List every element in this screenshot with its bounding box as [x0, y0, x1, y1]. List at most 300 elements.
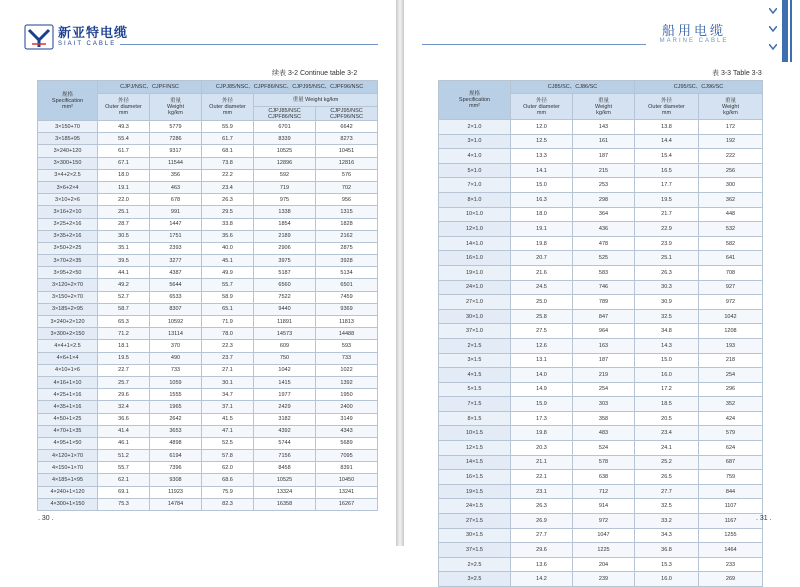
table-row — [439, 484, 763, 499]
cable-spec-table-3-3 — [438, 80, 763, 587]
spec-cell: 16×1.5 — [439, 470, 511, 485]
value-cell: 356 — [150, 169, 202, 181]
spec-cell: 3×185+2×95 — [38, 303, 98, 315]
chevron-down-icon — [769, 26, 777, 32]
value-cell: 35.1 — [98, 242, 150, 254]
value-cell: 358 — [573, 411, 635, 426]
value-cell: 27.7 — [635, 484, 699, 499]
left-page — [0, 0, 396, 546]
value-cell: 436 — [573, 222, 635, 237]
value-cell: 33.8 — [202, 218, 254, 230]
value-cell: 233 — [699, 557, 763, 572]
value-cell: 3653 — [150, 425, 202, 437]
value-cell: 9369 — [316, 303, 378, 315]
value-cell: 78.0 — [202, 328, 254, 340]
value-cell: 22.1 — [511, 470, 573, 485]
value-cell: 239 — [573, 572, 635, 587]
value-cell: 370 — [150, 340, 202, 352]
table-row — [439, 353, 763, 368]
value-cell: 16.5 — [635, 163, 699, 178]
table-row — [38, 145, 378, 157]
value-cell: 1854 — [254, 218, 316, 230]
value-cell: 11544 — [150, 157, 202, 169]
spec-cell: 3×1.0 — [439, 134, 511, 149]
value-cell: 34.3 — [635, 528, 699, 543]
value-cell: 6701 — [254, 121, 316, 133]
value-cell: 759 — [699, 470, 763, 485]
value-cell: 702 — [316, 181, 378, 193]
table-row — [38, 206, 378, 218]
value-cell: 254 — [699, 368, 763, 383]
spec-cell: 4×25+1×16 — [38, 389, 98, 401]
value-cell: 8391 — [316, 462, 378, 474]
table-row — [38, 486, 378, 498]
decor-bar — [790, 0, 792, 62]
table-row — [38, 340, 378, 352]
value-cell: 1059 — [150, 376, 202, 388]
weight-header: 重量 Weight kg/km — [573, 94, 635, 120]
table-row — [38, 194, 378, 206]
table-row — [439, 207, 763, 222]
value-cell: 69.1 — [98, 486, 150, 498]
spec-cell: 24×1.5 — [439, 499, 511, 514]
value-cell: 1392 — [316, 376, 378, 388]
value-cell: 592 — [254, 169, 316, 181]
spec-cell: 27×1.0 — [439, 295, 511, 310]
value-cell: 21.7 — [635, 207, 699, 222]
value-cell: 22.3 — [202, 340, 254, 352]
header-rule — [422, 44, 646, 45]
spec-cell: 4×300+1×150 — [38, 498, 98, 510]
spec-cell: 4×35+1×16 — [38, 401, 98, 413]
value-cell: 16.3 — [511, 192, 573, 207]
table-row — [38, 291, 378, 303]
table-row — [439, 178, 763, 193]
value-cell: 5744 — [254, 437, 316, 449]
table-row — [439, 280, 763, 295]
value-cell: 39.5 — [98, 255, 150, 267]
spec-cell: 5×1.0 — [439, 163, 511, 178]
spec-cell: 4×4+1×2.5 — [38, 340, 98, 352]
spec-cell: 30×1.5 — [439, 528, 511, 543]
value-cell: 19.8 — [511, 426, 573, 441]
value-cell: 1208 — [699, 324, 763, 339]
value-cell: 7156 — [254, 450, 316, 462]
value-cell: 991 — [150, 206, 202, 218]
value-cell: 49.2 — [98, 279, 150, 291]
value-cell: 750 — [254, 352, 316, 364]
value-cell: 61.7 — [202, 133, 254, 145]
value-cell: 47.1 — [202, 425, 254, 437]
decor-bar — [782, 0, 788, 62]
value-cell: 28.7 — [98, 218, 150, 230]
value-cell: 26.3 — [635, 265, 699, 280]
value-cell: 24.1 — [635, 441, 699, 456]
table-row — [439, 265, 763, 280]
chevron-down-icon — [769, 44, 777, 50]
value-cell: 32.4 — [98, 401, 150, 413]
table-row — [439, 441, 763, 456]
value-cell: 14.0 — [511, 368, 573, 383]
value-cell: 14.2 — [511, 572, 573, 587]
value-cell: 32.5 — [635, 499, 699, 514]
table-row — [439, 149, 763, 164]
value-cell: 13.1 — [511, 353, 573, 368]
spec-cell: 16×1.0 — [439, 251, 511, 266]
value-cell: 15.0 — [635, 353, 699, 368]
value-cell: 27.7 — [511, 528, 573, 543]
table-row — [38, 218, 378, 230]
spec-cell: 3×120+2×70 — [38, 279, 98, 291]
value-cell: 3928 — [316, 255, 378, 267]
value-cell: 3975 — [254, 255, 316, 267]
table-row — [439, 222, 763, 237]
spec-cell: 37×1.0 — [439, 324, 511, 339]
value-cell: 11813 — [316, 316, 378, 328]
group1-header: CJ85/SC、CJ86/SC — [511, 81, 635, 94]
value-cell: 23.7 — [202, 352, 254, 364]
table-row — [38, 242, 378, 254]
value-cell: 44.1 — [98, 267, 150, 279]
header-rule — [120, 44, 378, 45]
spec-cell: 4×120+1×70 — [38, 450, 98, 462]
cable-spec-table-3-2 — [37, 80, 378, 511]
value-cell: 9440 — [254, 303, 316, 315]
value-cell: 23.1 — [511, 484, 573, 499]
value-cell: 16358 — [254, 498, 316, 510]
spec-cell: 4×240+1×120 — [38, 486, 98, 498]
value-cell: 708 — [699, 265, 763, 280]
value-cell: 82.3 — [202, 498, 254, 510]
logo-icon — [24, 24, 54, 50]
value-cell: 10525 — [254, 145, 316, 157]
value-cell: 37.1 — [202, 401, 254, 413]
value-cell: 424 — [699, 411, 763, 426]
table-row — [439, 163, 763, 178]
spec-cell: 4×16+1×10 — [38, 376, 98, 388]
value-cell: 7522 — [254, 291, 316, 303]
table-row — [38, 425, 378, 437]
value-cell: 22.7 — [98, 364, 150, 376]
value-cell: 678 — [150, 194, 202, 206]
value-cell: 13.3 — [511, 149, 573, 164]
page-number: . 30 . — [38, 515, 54, 522]
value-cell: 25.0 — [511, 295, 573, 310]
value-cell: 6642 — [316, 121, 378, 133]
value-cell: 624 — [699, 441, 763, 456]
table-row — [439, 572, 763, 587]
table-body — [38, 121, 378, 511]
value-cell: 1464 — [699, 543, 763, 558]
value-cell: 71.2 — [98, 328, 150, 340]
value-cell: 21.1 — [511, 455, 573, 470]
value-cell: 5689 — [316, 437, 378, 449]
value-cell: 16.0 — [635, 572, 699, 587]
spec-cell: 3×70+2×35 — [38, 255, 98, 267]
value-cell: 215 — [573, 163, 635, 178]
value-cell: 15.9 — [511, 397, 573, 412]
value-cell: 68.1 — [202, 145, 254, 157]
section-title-cn: 船用电缆 — [661, 23, 726, 38]
spec-cell: 19×1.5 — [439, 484, 511, 499]
value-cell: 638 — [573, 470, 635, 485]
value-cell: 593 — [316, 340, 378, 352]
spec-cell: 3×1.5 — [439, 353, 511, 368]
value-cell: 20.7 — [511, 251, 573, 266]
value-cell: 1751 — [150, 230, 202, 242]
value-cell: 22.9 — [635, 222, 699, 237]
value-cell: 19.8 — [511, 236, 573, 251]
value-cell: 1338 — [254, 206, 316, 218]
table-row — [38, 303, 378, 315]
table-row — [439, 295, 763, 310]
value-cell: 75.9 — [202, 486, 254, 498]
value-cell: 35.6 — [202, 230, 254, 242]
spec-cell: 3×35+2×16 — [38, 230, 98, 242]
value-cell: 29.5 — [202, 206, 254, 218]
value-cell: 51.2 — [98, 450, 150, 462]
value-cell: 6501 — [316, 279, 378, 291]
value-cell: 163 — [573, 338, 635, 353]
value-cell: 11923 — [150, 486, 202, 498]
value-cell: 364 — [573, 207, 635, 222]
value-cell: 463 — [150, 181, 202, 193]
value-cell: 6194 — [150, 450, 202, 462]
value-cell: 30.5 — [98, 230, 150, 242]
value-cell: 12816 — [316, 157, 378, 169]
value-cell: 789 — [573, 295, 635, 310]
value-cell: 1042 — [254, 364, 316, 376]
value-cell: 5644 — [150, 279, 202, 291]
group1-header: CJPJ/NSC、CJPF/NSC — [98, 81, 202, 94]
spec-cell: 3×185+95 — [38, 133, 98, 145]
value-cell: 30.1 — [202, 376, 254, 388]
value-cell: 6560 — [254, 279, 316, 291]
spec-cell: 4×6+1×4 — [38, 352, 98, 364]
spec-cell: 10×1.5 — [439, 426, 511, 441]
value-cell: 1315 — [316, 206, 378, 218]
value-cell: 40.0 — [202, 242, 254, 254]
spec-cell: 4×150+1×70 — [38, 462, 98, 474]
value-cell: 27.1 — [202, 364, 254, 376]
value-cell: 972 — [699, 295, 763, 310]
value-cell: 10451 — [316, 145, 378, 157]
spec-cell: 3×10+2×6 — [38, 194, 98, 206]
value-cell: 26.9 — [511, 514, 573, 529]
value-cell: 17.3 — [511, 411, 573, 426]
value-cell: 1047 — [573, 528, 635, 543]
value-cell: 49.9 — [202, 267, 254, 279]
value-cell: 362 — [699, 192, 763, 207]
spec-cell: 3×240+120 — [38, 145, 98, 157]
table-row — [439, 528, 763, 543]
value-cell: 14.4 — [635, 134, 699, 149]
logo-text-en: SIAIT CABLE — [58, 41, 117, 47]
table-row — [38, 121, 378, 133]
value-cell: 16.0 — [635, 368, 699, 383]
value-cell: 10450 — [316, 474, 378, 486]
value-cell: 16267 — [316, 498, 378, 510]
value-cell: 30.3 — [635, 280, 699, 295]
value-cell: 1042 — [699, 309, 763, 324]
value-cell: 25.1 — [635, 251, 699, 266]
value-cell: 1965 — [150, 401, 202, 413]
value-cell: 4387 — [150, 267, 202, 279]
value-cell: 914 — [573, 499, 635, 514]
spec-cell: 3×6+2×4 — [38, 181, 98, 193]
value-cell: 12.6 — [511, 338, 573, 353]
weight-header: 重量 Weight kg/km — [699, 94, 763, 120]
value-cell: 448 — [699, 207, 763, 222]
value-cell: 218 — [699, 353, 763, 368]
value-cell: 975 — [254, 194, 316, 206]
spec-header: 规格 Specification mm² — [38, 81, 98, 121]
table-row — [38, 401, 378, 413]
cjpj95-header: CJPJ95/NSC CJPF96/NSC — [316, 107, 378, 121]
table-row — [439, 426, 763, 441]
value-cell: 5779 — [150, 121, 202, 133]
spec-cell: 4×185+1×95 — [38, 474, 98, 486]
spec-cell: 4×95+1×50 — [38, 437, 98, 449]
value-cell: 25.7 — [98, 376, 150, 388]
table-row — [38, 364, 378, 376]
spec-cell: 27×1.5 — [439, 514, 511, 529]
value-cell: 23.9 — [635, 236, 699, 251]
value-cell: 1447 — [150, 218, 202, 230]
value-cell: 57.8 — [202, 450, 254, 462]
value-cell: 1022 — [316, 364, 378, 376]
table-row — [439, 470, 763, 485]
spec-cell: 3×16+2×10 — [38, 206, 98, 218]
group2-header: CJPJ85/NSC、CJPF86/NSC、CJPJ95/NSC、CJPF96/NSC — [202, 81, 378, 94]
value-cell: 14.9 — [511, 382, 573, 397]
value-cell: 20.5 — [635, 411, 699, 426]
value-cell: 192 — [699, 134, 763, 149]
table-caption: 续表 3-2 Continue table 3-2 — [272, 70, 358, 77]
value-cell: 24.5 — [511, 280, 573, 295]
value-cell: 11891 — [254, 316, 316, 328]
table-row — [38, 462, 378, 474]
spec-cell: 3×150+70 — [38, 121, 98, 133]
value-cell: 256 — [699, 163, 763, 178]
spec-cell: 8×1.5 — [439, 411, 511, 426]
value-cell: 62.1 — [98, 474, 150, 486]
value-cell: 219 — [573, 368, 635, 383]
spec-cell: 3×2.5 — [439, 572, 511, 587]
value-cell: 21.6 — [511, 265, 573, 280]
chevron-down-icon — [769, 8, 777, 14]
value-cell: 2906 — [254, 242, 316, 254]
value-cell: 733 — [150, 364, 202, 376]
page-number: . 31 . — [756, 515, 772, 522]
value-cell: 14573 — [254, 328, 316, 340]
value-cell: 524 — [573, 441, 635, 456]
value-cell: 18.1 — [98, 340, 150, 352]
value-cell: 12896 — [254, 157, 316, 169]
value-cell: 1555 — [150, 389, 202, 401]
value-cell: 525 — [573, 251, 635, 266]
value-cell: 25.2 — [635, 455, 699, 470]
value-cell: 67.1 — [98, 157, 150, 169]
value-cell: 222 — [699, 149, 763, 164]
value-cell: 733 — [316, 352, 378, 364]
table-row — [439, 120, 763, 135]
value-cell: 187 — [573, 353, 635, 368]
value-cell: 2875 — [316, 242, 378, 254]
value-cell: 68.6 — [202, 474, 254, 486]
value-cell: 1415 — [254, 376, 316, 388]
value-cell: 52.5 — [202, 437, 254, 449]
table-row — [439, 382, 763, 397]
value-cell: 18.0 — [98, 169, 150, 181]
value-cell: 1950 — [316, 389, 378, 401]
value-cell: 4898 — [150, 437, 202, 449]
value-cell: 8458 — [254, 462, 316, 474]
value-cell: 61.7 — [98, 145, 150, 157]
value-cell: 25.8 — [511, 309, 573, 324]
spec-cell: 14×1.5 — [439, 455, 511, 470]
value-cell: 19.5 — [635, 192, 699, 207]
spec-cell: 3×4+2×2.5 — [38, 169, 98, 181]
value-cell: 14784 — [150, 498, 202, 510]
table-row — [439, 134, 763, 149]
value-cell: 27.5 — [511, 324, 573, 339]
value-cell: 2429 — [254, 401, 316, 413]
spec-cell: 19×1.0 — [439, 265, 511, 280]
value-cell: 65.3 — [98, 316, 150, 328]
value-cell: 964 — [573, 324, 635, 339]
od-header: 外径 Outer diameter mm — [511, 94, 573, 120]
spec-cell: 14×1.0 — [439, 236, 511, 251]
value-cell: 687 — [699, 455, 763, 470]
spec-cell: 37×1.5 — [439, 543, 511, 558]
spec-cell: 3×150+2×70 — [38, 291, 98, 303]
value-cell: 13.8 — [635, 120, 699, 135]
table-row — [439, 499, 763, 514]
value-cell: 4343 — [316, 425, 378, 437]
value-cell: 3277 — [150, 255, 202, 267]
value-cell: 2162 — [316, 230, 378, 242]
value-cell: 18.0 — [511, 207, 573, 222]
spec-cell: 4×70+1×35 — [38, 425, 98, 437]
value-cell: 13241 — [316, 486, 378, 498]
value-cell: 641 — [699, 251, 763, 266]
value-cell: 478 — [573, 236, 635, 251]
value-cell: 579 — [699, 426, 763, 441]
spec-cell: 3×25+2×16 — [38, 218, 98, 230]
value-cell: 5187 — [254, 267, 316, 279]
value-cell: 712 — [573, 484, 635, 499]
table-row — [439, 324, 763, 339]
value-cell: 19.5 — [98, 352, 150, 364]
spec-cell: 12×1.0 — [439, 222, 511, 237]
value-cell: 10592 — [150, 316, 202, 328]
value-cell: 23.4 — [202, 181, 254, 193]
value-cell: 2189 — [254, 230, 316, 242]
value-cell: 1977 — [254, 389, 316, 401]
value-cell: 9317 — [150, 145, 202, 157]
table-row — [38, 376, 378, 388]
spec-cell: 2×2.5 — [439, 557, 511, 572]
value-cell: 19.1 — [511, 222, 573, 237]
table-row — [439, 514, 763, 529]
od-header: 外径 Outer diameter mm — [635, 94, 699, 120]
value-cell: 58.9 — [202, 291, 254, 303]
value-cell: 20.3 — [511, 441, 573, 456]
value-cell: 55.7 — [98, 462, 150, 474]
spec-cell: 8×1.0 — [439, 192, 511, 207]
value-cell: 17.2 — [635, 382, 699, 397]
